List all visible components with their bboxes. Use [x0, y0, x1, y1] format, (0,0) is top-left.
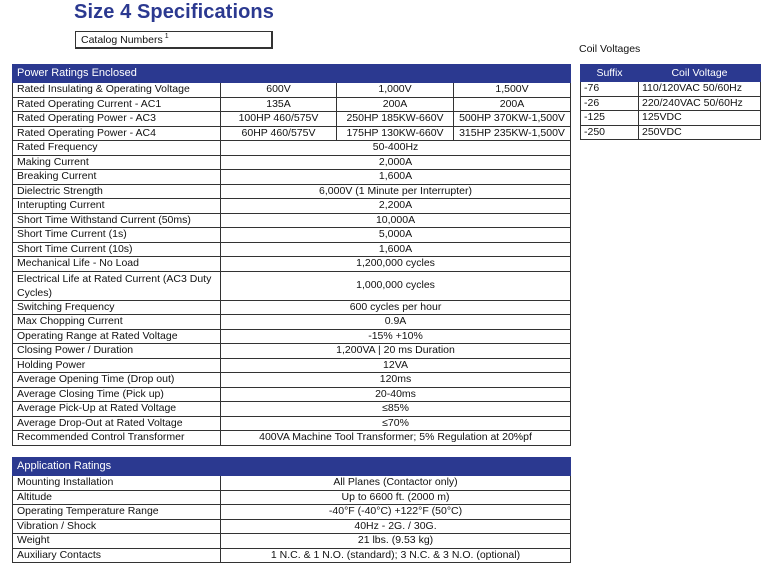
table-row [13, 141, 571, 156]
spec-label: Operating Range at Rated Voltage [13, 329, 221, 344]
spec-value: 0.9A [221, 315, 571, 330]
coil-suffix: -76 [581, 82, 639, 97]
spec-value: 250HP 185KW-660V [337, 112, 454, 127]
coil-voltage: 250VDC [639, 125, 761, 140]
spec-value: 12VA [221, 358, 571, 373]
spec-value: 600V [221, 83, 337, 98]
spec-label: Breaking Current [13, 170, 221, 185]
spec-value: 315HP 235KW-1,500V [454, 126, 571, 141]
table-row [13, 329, 571, 344]
coil-voltage: 220/240VAC 50/60Hz [639, 96, 761, 111]
spec-value: 40Hz - 2G. / 30G. [221, 519, 571, 534]
spec-value: 500HP 370KW-1,500V [454, 112, 571, 127]
spec-value: 1,000,000 cycles [221, 271, 571, 300]
table-row [13, 344, 571, 359]
spec-value: -15% +10% [221, 329, 571, 344]
spec-value: 1 N.C. & 1 N.O. (standard); 3 N.C. & 3 N.O. (optional) [221, 548, 571, 563]
table-row [581, 125, 761, 140]
spec-label: Average Opening Time (Drop out) [13, 373, 221, 388]
spec-label: Max Chopping Current [13, 315, 221, 330]
table-row [13, 228, 571, 243]
table-row [13, 97, 571, 112]
coil-voltages-table [580, 64, 761, 140]
spec-label: Switching Frequency [13, 300, 221, 315]
spec-label: Holding Power [13, 358, 221, 373]
spec-value: 1,000V [337, 83, 454, 98]
table-row [13, 184, 571, 199]
table-row [13, 300, 571, 315]
table-row [13, 402, 571, 417]
table-row [13, 476, 571, 491]
spec-value: 1,600A [221, 170, 571, 185]
table-row [13, 83, 571, 98]
spec-value: 1,500V [454, 83, 571, 98]
table-row [13, 373, 571, 388]
spec-value: 21 lbs. (9.53 kg) [221, 534, 571, 549]
spec-label: Rated Operating Current - AC1 [13, 97, 221, 112]
spec-value: All Planes (Contactor only) [221, 476, 571, 491]
table-row [13, 155, 571, 170]
coil-voltage-header: Coil Voltage [639, 65, 761, 82]
application-ratings-header: Application Ratings [13, 458, 571, 476]
table-row [13, 519, 571, 534]
spec-label: Dielectric Strength [13, 184, 221, 199]
application-ratings-table [12, 457, 571, 563]
table-row [13, 358, 571, 373]
spec-value: 600 cycles per hour [221, 300, 571, 315]
spec-value: 1,200,000 cycles [221, 257, 571, 272]
spec-label: Weight [13, 534, 221, 549]
coil-voltages-caption: Coil Voltages [579, 43, 641, 55]
table-row [13, 505, 571, 520]
table-row [581, 111, 761, 126]
spec-value: 175HP 130KW-660V [337, 126, 454, 141]
spec-value: 135A [221, 97, 337, 112]
table-row [13, 387, 571, 402]
table-row [13, 112, 571, 127]
spec-label: Operating Temperature Range [13, 505, 221, 520]
spec-label: Vibration / Shock [13, 519, 221, 534]
spec-label: Closing Power / Duration [13, 344, 221, 359]
table-row [13, 170, 571, 185]
spec-label: Electrical Life at Rated Current (AC3 Duty Cycles) [13, 271, 221, 300]
spec-value: 400VA Machine Tool Transformer; 5% Regulation at 20%pf [221, 431, 571, 446]
coil-suffix: -125 [581, 111, 639, 126]
table-row [581, 96, 761, 111]
spec-label: Altitude [13, 490, 221, 505]
table-row [13, 271, 571, 300]
spec-label: Average Pick-Up at Rated Voltage [13, 402, 221, 417]
spec-value: ≤70% [221, 416, 571, 431]
spec-value: 20-40ms [221, 387, 571, 402]
table-row [13, 199, 571, 214]
spec-value: 10,000A [221, 213, 571, 228]
coil-voltage: 110/120VAC 50/60Hz [639, 82, 761, 97]
footnote-marker: 1 [164, 33, 169, 40]
catalog-numbers-label: Catalog Numbers [81, 34, 163, 46]
spec-label: Average Drop-Out at Rated Voltage [13, 416, 221, 431]
spec-value: 100HP 460/575V [221, 112, 337, 127]
spec-value: -40°F (-40°C) +122°F (50°C) [221, 505, 571, 520]
spec-value: 120ms [221, 373, 571, 388]
power-ratings-header: Power Ratings Enclosed [13, 65, 571, 83]
table-row [13, 490, 571, 505]
table-row [13, 416, 571, 431]
page-title: Size 4 Specifications [74, 1, 274, 23]
power-ratings-table [12, 64, 571, 446]
spec-label: Auxiliary Contacts [13, 548, 221, 563]
spec-label: Making Current [13, 155, 221, 170]
catalog-numbers-box [75, 31, 273, 49]
table-row [13, 126, 571, 141]
table-row [13, 548, 571, 563]
spec-value: 60HP 460/575V [221, 126, 337, 141]
spec-value: ≤85% [221, 402, 571, 417]
table-row [13, 242, 571, 257]
spec-label: Short Time Current (1s) [13, 228, 221, 243]
coil-voltage: 125VDC [639, 111, 761, 126]
table-row [13, 431, 571, 446]
spec-value: 50-400Hz [221, 141, 571, 156]
table-row [581, 82, 761, 97]
spec-label: Interupting Current [13, 199, 221, 214]
spec-label: Mounting Installation [13, 476, 221, 491]
spec-label: Average Closing Time (Pick up) [13, 387, 221, 402]
spec-label: Mechanical Life - No Load [13, 257, 221, 272]
spec-value: 6,000V (1 Minute per Interrupter) [221, 184, 571, 199]
spec-value: 200A [454, 97, 571, 112]
spec-label: Short Time Current (10s) [13, 242, 221, 257]
spec-value: 2,000A [221, 155, 571, 170]
spec-label: Rated Frequency [13, 141, 221, 156]
spec-value: 1,200VA | 20 ms Duration [221, 344, 571, 359]
spec-label: Short Time Withstand Current (50ms) [13, 213, 221, 228]
coil-suffix: -26 [581, 96, 639, 111]
table-row [13, 315, 571, 330]
spec-label: Recommended Control Transformer [13, 431, 221, 446]
spec-label: Rated Operating Power - AC4 [13, 126, 221, 141]
spec-value: 2,200A [221, 199, 571, 214]
table-row [13, 257, 571, 272]
spec-value: Up to 6600 ft. (2000 m) [221, 490, 571, 505]
coil-suffix: -250 [581, 125, 639, 140]
spec-value: 200A [337, 97, 454, 112]
spec-value: 5,000A [221, 228, 571, 243]
coil-suffix-header: Suffix [581, 65, 639, 82]
spec-value: 1,600A [221, 242, 571, 257]
spec-label: Rated Operating Power - AC3 [13, 112, 221, 127]
spec-label: Rated Insulating & Operating Voltage [13, 83, 221, 98]
table-row [13, 213, 571, 228]
table-row [13, 534, 571, 549]
